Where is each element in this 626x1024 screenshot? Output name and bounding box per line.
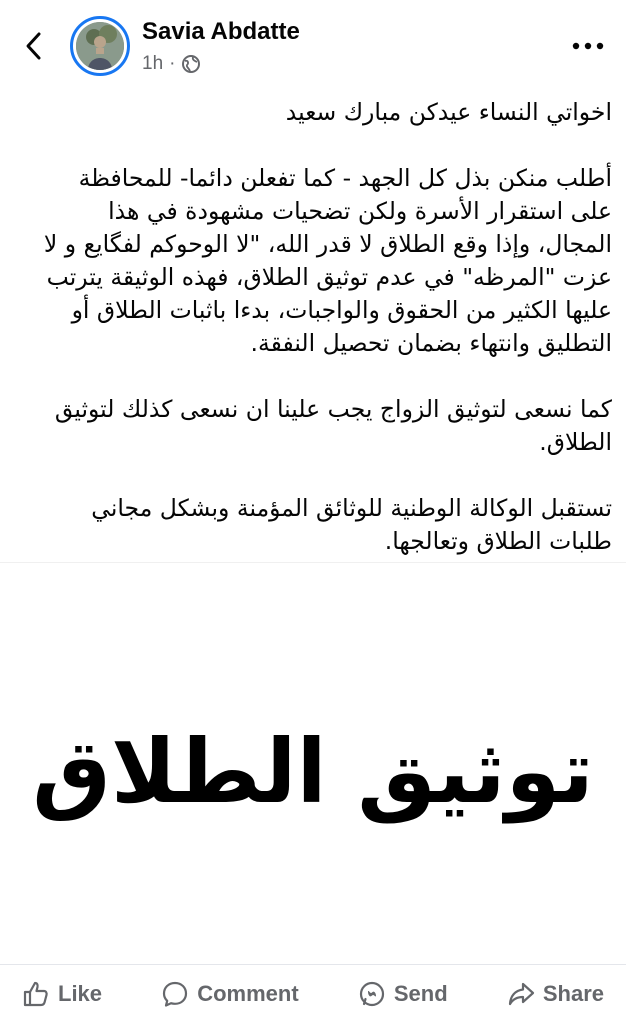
more-options-button[interactable] xyxy=(566,28,610,64)
post-header xyxy=(0,0,626,90)
send-label: Send xyxy=(393,981,448,1006)
like-icon xyxy=(22,980,50,1008)
author-name[interactable]: Savia Abdatte xyxy=(142,18,300,45)
share-icon xyxy=(507,980,535,1008)
comment-icon xyxy=(161,980,189,1008)
comment-button[interactable] xyxy=(161,980,298,1008)
like-button[interactable] xyxy=(22,980,102,1008)
action-bar xyxy=(0,966,626,1022)
comment-label: Comment xyxy=(197,981,299,1006)
post-meta xyxy=(142,52,201,76)
send-button[interactable] xyxy=(358,980,448,1008)
post-image[interactable] xyxy=(0,562,626,965)
messenger-icon xyxy=(358,980,386,1008)
post-paragraph-request: أطلب منكن بذل كل الجهد - كما تفعلن دائما- للمحافظة على استقرار الأسرة ولكن تضحيات مشهودة في هذا المجال، وإذا وقع الطلاق لا قدر الله، "لا الوحوكم لفگايع و لا عزت "المرظه" في عدم توثيق الطلاق، فهذه الوثيقة يترتب عليها الكثير من الحقوق والواجبات، بدءا باثبات الطلاق أو التطليق وانتهاء بضمان تحصيل النفقة. xyxy=(43,164,612,357)
post-text xyxy=(36,96,612,558)
post-paragraph-agency: تستقبل الوكالة الوطنية للوثائق المؤمنة وبشكل مجاني طلبات الطلاق وتعالجها. xyxy=(91,494,612,555)
back-chevron-icon xyxy=(23,31,45,61)
image-caption-text: توثيق الطلاق xyxy=(32,720,594,823)
meta-separator: · xyxy=(169,53,176,74)
share-button[interactable] xyxy=(507,980,604,1008)
actions-divider xyxy=(0,964,626,965)
like-label: Like xyxy=(58,981,103,1006)
more-options-icon xyxy=(572,42,604,50)
back-button[interactable] xyxy=(14,26,54,66)
avatar[interactable] xyxy=(70,16,130,76)
post-paragraph-greeting: اخواتي النساء عيدكن مبارك سعيد xyxy=(285,98,612,126)
post-paragraph-marriage: كما نسعى لتوثيق الزواج يجب علينا ان نسعى كذلك لتوثيق الطلاق. xyxy=(54,395,612,456)
avatar-photo xyxy=(76,22,124,70)
share-label: Share xyxy=(542,981,604,1006)
globe-icon[interactable] xyxy=(181,54,201,74)
post-time[interactable]: 1h xyxy=(142,53,164,74)
